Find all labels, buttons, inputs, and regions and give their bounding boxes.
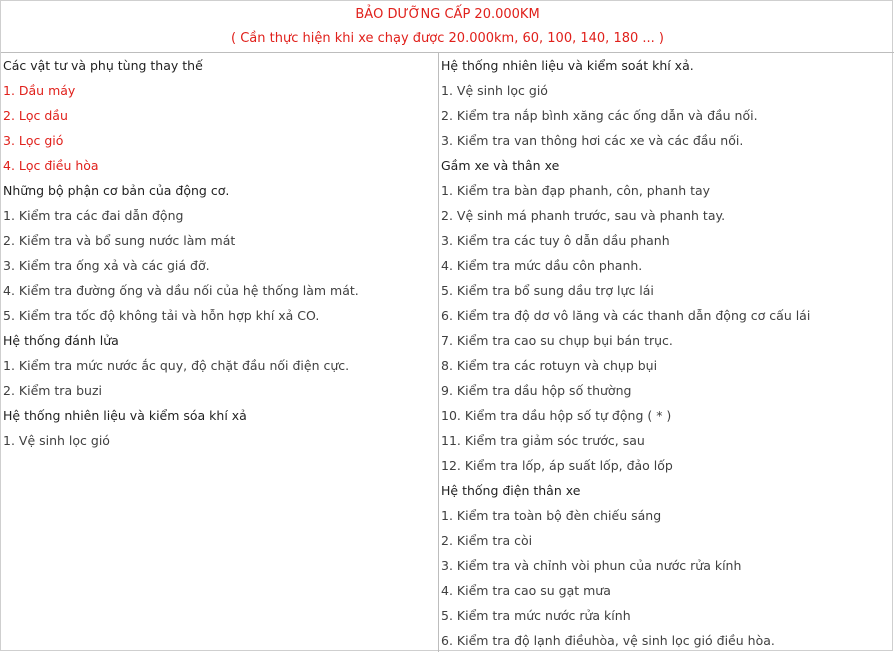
left-list-item: 1. Vệ sinh lọc gió — [3, 433, 110, 448]
left-section-heading: Những bộ phận cơ bản của động cơ. — [3, 183, 230, 198]
right-list-item: 1. Vệ sinh lọc gió — [441, 83, 548, 98]
right-list-item: 2. Kiểm tra còi — [441, 533, 533, 548]
right-list-item: 12. Kiểm tra lốp, áp suất lốp, đảo lốp — [441, 458, 673, 473]
left-list-item: 5. Kiểm tra tốc độ không tải và hỗn hợp khí xả CO. — [3, 308, 320, 323]
left-section-heading: Hệ thống nhiên liệu và kiểm sóa khí xả — [3, 408, 247, 423]
left-column — [3, 53, 436, 453]
right-list-item: 6. Kiểm tra độ lạnh điềuhòa, vệ sinh lọc gió điều hòa. — [441, 633, 775, 648]
column-divider — [438, 53, 439, 652]
right-list-item: 2. Vệ sinh má phanh trước, sau và phanh tay. — [441, 208, 726, 223]
left-list-item: 4. Lọc điều hòa — [3, 158, 99, 173]
right-section-heading: Hệ thống điện thân xe — [441, 483, 581, 498]
left-list-item: 1. Kiểm tra các đai dẫn động — [3, 208, 184, 223]
left-list-item: 2. Lọc dầu — [3, 108, 68, 123]
right-list-item: 5. Kiểm tra bổ sung dầu trợ lực lái — [441, 283, 654, 298]
right-column — [441, 53, 891, 653]
right-list-item: 4. Kiểm tra mức dầu côn phanh. — [441, 258, 643, 273]
right-list-item: 10. Kiểm tra dầu hộp số tự động ( * ) — [441, 408, 672, 423]
right-list-item: 5. Kiểm tra mức nước rửa kính — [441, 608, 631, 623]
right-list-item: 9. Kiểm tra dầu hộp số thường — [441, 383, 632, 398]
right-list-item: 8. Kiểm tra các rotuyn và chụp bụi — [441, 358, 658, 373]
left-section-heading: Hệ thống đánh lửa — [3, 333, 119, 348]
left-list-item: 3. Lọc gió — [3, 133, 64, 148]
right-list-item: 7. Kiểm tra cao su chụp bụi bán trục. — [441, 333, 673, 348]
right-list-item: 3. Kiểm tra van thông hơi các xe và các đầu nối. — [441, 133, 744, 148]
page-title: BẢO DƯỠNG CẤP 20.000KM — [355, 7, 540, 22]
right-list-item: 1. Kiểm tra bàn đạp phanh, côn, phanh tay — [441, 183, 711, 198]
page-subtitle: ( Cần thực hiện khi xe chạy được 20.000km, 60, 100, 140, 180 ... ) — [231, 31, 664, 46]
right-list-item: 6. Kiểm tra độ dơ vô lăng và các thanh dẫn động cơ cấu lái — [441, 308, 811, 323]
left-list-item: 4. Kiểm tra đường ống và dầu nối của hệ thống làm mát. — [3, 283, 359, 298]
right-list-item: 3. Kiểm tra và chỉnh vòi phun của nước rửa kính — [441, 558, 742, 573]
right-list-item: 1. Kiểm tra toàn bộ đèn chiếu sáng — [441, 508, 662, 523]
right-list-item: 3. Kiểm tra các tuy ô dẫn dầu phanh — [441, 233, 670, 248]
left-list-item: 1. Kiểm tra mức nước ắc quy, độ chặt đầu nối điện cực. — [3, 358, 350, 373]
table-header — [1, 1, 894, 53]
right-list-item: 2. Kiểm tra nắp bình xăng các ống dẫn và đầu nối. — [441, 108, 758, 123]
left-list-item: 3. Kiểm tra ống xả và các giá đỡ. — [3, 258, 210, 273]
left-section-heading: Các vật tư và phụ tùng thay thế — [3, 58, 203, 73]
left-list-item: 1. Dầu máy — [3, 83, 76, 98]
left-list-item: 2. Kiểm tra và bổ sung nước làm mát — [3, 233, 236, 248]
left-list-item: 2. Kiểm tra buzi — [3, 383, 102, 398]
right-list-item: 4. Kiểm tra cao su gạt mưa — [441, 583, 611, 598]
right-list-item: 11. Kiểm tra giảm sóc trước, sau — [441, 433, 645, 448]
right-section-heading: Hệ thống nhiên liệu và kiểm soát khí xả. — [441, 58, 694, 73]
right-section-heading: Gầm xe và thân xe — [441, 158, 560, 173]
